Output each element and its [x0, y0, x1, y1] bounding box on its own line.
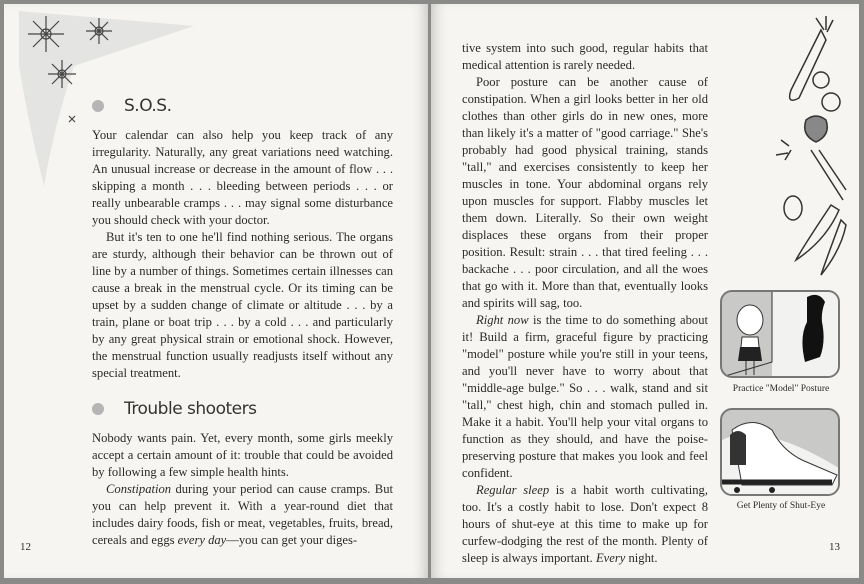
- paragraph: Your calendar can also help you keep track of any irregularity. Naturally, any great variations need watching. An unusual increase or decrease in the amount of flow . . . skipping a month . . . bleeding between periods . . . or really unbearable cramps . . . may signal some disturbance you should check with your doctor.: [92, 128, 393, 227]
- caption-sleep: Get Plenty of Shut-Eye: [736, 501, 826, 511]
- paragraph: [462, 482, 708, 567]
- trouble-section: [92, 430, 393, 549]
- text: during your period can cause cramps. But you can help prevent it. With a year-round diet that includes dairy foods, fish or meat, vegetables, fruits, bread, cereals and eggs: [92, 482, 393, 547]
- bullet-icon: [92, 100, 104, 112]
- italic-text: Every: [595, 551, 626, 565]
- left-text-flow: [92, 95, 393, 549]
- paragraph: tive system into such good, regular habits that medical attention is rarely needed.: [462, 41, 708, 72]
- sleep-illustration: [720, 408, 840, 496]
- italic-text: Constipation: [106, 482, 172, 496]
- paragraph: Poor posture can be another cause of constipation. When a girl looks better in her old clothes than other girls do in new ones, more than likely it's a matter of "good carriage." She's probably had good physical training, stands "tall," and exercises consistently to keep her muscles in tone. Your abdominal organs rely upon muscles for support. Flabby muscles let them down. Literally. So their own weight displaces these organs from their proper position. Result: strain . . . that tired feeling . . . backache . . . poor circulation, and all the woes that go with it. More than that, eventually looks and spirits will sag, too.: [462, 75, 708, 310]
- girl-posture-icon: [722, 292, 840, 378]
- italic-text: every day: [177, 533, 227, 547]
- paragraph: [92, 481, 393, 549]
- heading-text: Trouble shooters: [124, 399, 257, 419]
- left-page: [4, 4, 428, 578]
- text: night.: [625, 551, 658, 565]
- italic-text: Right now: [476, 313, 529, 327]
- paragraph: But it's ten to one he'll find nothing serious. The organs are sturdy, although their behavior can be thrown out of line by a number of things. Sometimes certain illnesses can cause a break in the menstrual cycle. Or its timing can be upset by a sudden change of climate or altitude . . . by a train, plane or boat trip . . . by a cold . . . and particularly by any great physical strain or emotional shock. However, the menstrual function usually readjusts itself without any special treatment.: [92, 230, 393, 380]
- text: is the time to do something about it! Build a firm, graceful figure by practicing "model" posture while you're still in your teens, and you'll never have to worry about that "middle-age bulge." So . . . walk, stand and sit "tall," chest high, chin and stomach pulled in. Make it a habit. You'll help your vital organs to function as they should, and have the poise-preserving posture that makes you look and feel confident.: [462, 313, 708, 480]
- text: is a habit worth cultivating, too. It's a costly habit to lose. Don't expect 8 hours of shut-eye at this time to make up for curfew-dodging the rest of the month. Plenty of sleep is always important.: [462, 483, 708, 565]
- bullet-icon: [92, 403, 104, 415]
- page-number: 12: [20, 541, 31, 553]
- italic-text: Regular sleep: [476, 483, 550, 497]
- sleeping-girl-icon: [722, 410, 840, 496]
- heading-trouble-shooters: [92, 398, 393, 420]
- page-number: 13: [829, 541, 840, 553]
- vegetables-decoration-icon: [771, 10, 851, 280]
- paragraph: [462, 312, 708, 482]
- right-text-flow: [462, 40, 708, 567]
- heading-text: S.O.S.: [124, 96, 172, 116]
- heading-sos: [92, 95, 393, 117]
- posture-illustration: [720, 290, 840, 378]
- sos-section: [92, 127, 393, 382]
- paragraph: Nobody wants pain. Yet, every month, some girls meekly accept a certain amount of it: trouble that could be avoided by following a few simple health hints.: [92, 431, 393, 479]
- text: —you can get your diges-: [226, 533, 358, 547]
- text-column: [462, 40, 708, 567]
- caption-posture: Practice "Model" Posture: [732, 384, 830, 394]
- right-page: [431, 4, 859, 578]
